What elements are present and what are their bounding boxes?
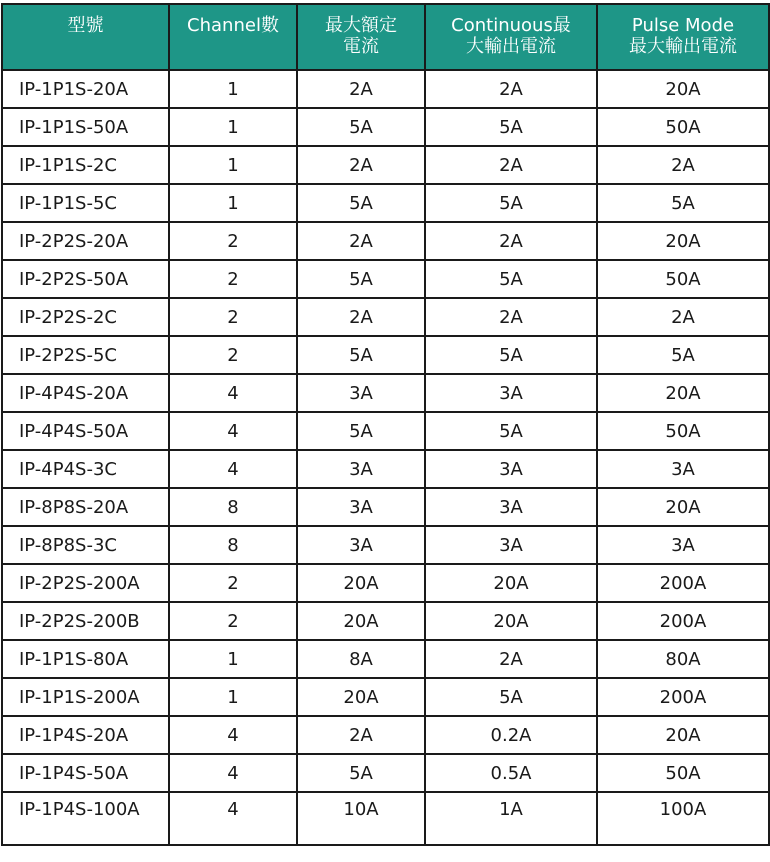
cell-pulse-output: 20A [597,70,769,108]
cell-model: IP-2P2S-5C [2,336,169,374]
cell-continuous-output: 5A [425,260,597,298]
cell-model: IP-2P2S-200A [2,564,169,602]
cell-channel-count: 1 [169,184,297,222]
cell-pulse-output: 20A [597,488,769,526]
cell-pulse-output: 50A [597,754,769,792]
header-pulse-output-line-2: 最大輸出電流 [629,36,737,57]
table-row [2,450,769,488]
header-channel-count [169,4,297,70]
header-channel-count-line: Channel數 [187,15,279,36]
table-row [2,108,769,146]
cell-channel-count: 1 [169,146,297,184]
cell-rated-current: 2A [297,222,425,260]
cell-pulse-output: 200A [597,564,769,602]
cell-rated-current: 3A [297,374,425,412]
cell-channel-count: 4 [169,754,297,792]
table-row [2,526,769,564]
table-row [2,146,769,184]
cell-rated-current: 2A [297,298,425,336]
cell-rated-current: 5A [297,754,425,792]
cell-model: IP-4P4S-3C [2,450,169,488]
cell-model: IP-1P4S-100A [2,792,169,845]
cell-model: IP-1P1S-20A [2,70,169,108]
header-rated-current-line-1: 最大額定 [325,15,397,36]
cell-continuous-output: 5A [425,412,597,450]
cell-channel-count: 1 [169,678,297,716]
cell-pulse-output: 2A [597,298,769,336]
cell-rated-current: 10A [297,792,425,845]
cell-pulse-output: 5A [597,336,769,374]
cell-pulse-output: 200A [597,602,769,640]
cell-model: IP-8P8S-3C [2,526,169,564]
table-row [2,184,769,222]
cell-pulse-output: 5A [597,184,769,222]
cell-channel-count: 1 [169,70,297,108]
cell-continuous-output: 3A [425,526,597,564]
header-continuous-output [425,4,597,70]
header-pulse-output-line-1: Pulse Mode [631,15,735,36]
table-row [2,678,769,716]
cell-continuous-output: 3A [425,374,597,412]
cell-rated-current: 5A [297,260,425,298]
cell-continuous-output: 5A [425,336,597,374]
header-rated-current-line-2: 電流 [343,36,379,57]
cell-channel-count: 4 [169,716,297,754]
header-continuous-output-line-1: Continuous最 [451,15,571,36]
cell-channel-count: 2 [169,260,297,298]
cell-model: IP-2P2S-200B [2,602,169,640]
header-continuous-output-line-2: 大輸出電流 [466,36,556,57]
cell-pulse-output: 20A [597,222,769,260]
cell-pulse-output: 50A [597,260,769,298]
table-row [2,298,769,336]
cell-pulse-output: 3A [597,450,769,488]
cell-pulse-output: 200A [597,678,769,716]
cell-rated-current: 8A [297,640,425,678]
cell-channel-count: 4 [169,374,297,412]
cell-channel-count: 2 [169,222,297,260]
table-row [2,640,769,678]
cell-channel-count: 4 [169,450,297,488]
table-row [2,716,769,754]
cell-model: IP-8P8S-20A [2,488,169,526]
header-model-line: 型號 [67,15,104,36]
cell-pulse-output: 100A [597,792,769,845]
cell-continuous-output: 2A [425,222,597,260]
cell-rated-current: 3A [297,450,425,488]
table-row [2,412,769,450]
cell-channel-count: 1 [169,108,297,146]
cell-rated-current: 20A [297,678,425,716]
header-row [2,4,769,70]
cell-rated-current: 5A [297,412,425,450]
cell-pulse-output: 2A [597,146,769,184]
cell-pulse-output: 50A [597,412,769,450]
cell-continuous-output: 0.2A [425,716,597,754]
cell-channel-count: 8 [169,526,297,564]
cell-rated-current: 2A [297,70,425,108]
cell-rated-current: 2A [297,716,425,754]
cell-continuous-output: 1A [425,792,597,845]
table-row [2,754,769,792]
header-model [2,4,169,70]
cell-channel-count: 4 [169,412,297,450]
cell-model: IP-1P1S-200A [2,678,169,716]
cell-rated-current: 5A [297,184,425,222]
cell-rated-current: 5A [297,336,425,374]
cell-rated-current: 20A [297,602,425,640]
cell-model: IP-1P1S-50A [2,108,169,146]
cell-model: IP-4P4S-50A [2,412,169,450]
cell-rated-current: 5A [297,108,425,146]
table-header [2,4,769,70]
cell-channel-count: 2 [169,298,297,336]
cell-pulse-output: 3A [597,526,769,564]
cell-continuous-output: 2A [425,146,597,184]
table-row [2,260,769,298]
table-row [2,602,769,640]
cell-model: IP-4P4S-20A [2,374,169,412]
cell-model: IP-2P2S-20A [2,222,169,260]
table-row [2,564,769,602]
cell-rated-current: 20A [297,564,425,602]
cell-continuous-output: 5A [425,184,597,222]
cell-pulse-output: 50A [597,108,769,146]
cell-channel-count: 2 [169,564,297,602]
cell-rated-current: 2A [297,146,425,184]
cell-model: IP-1P4S-20A [2,716,169,754]
cell-continuous-output: 2A [425,640,597,678]
table-row [2,336,769,374]
cell-model: IP-2P2S-2C [2,298,169,336]
cell-pulse-output: 20A [597,374,769,412]
table-body [2,70,769,845]
cell-continuous-output: 5A [425,108,597,146]
cell-continuous-output: 0.5A [425,754,597,792]
cell-model: IP-1P1S-2C [2,146,169,184]
cell-channel-count: 8 [169,488,297,526]
cell-continuous-output: 5A [425,678,597,716]
table-row [2,222,769,260]
cell-model: IP-1P1S-80A [2,640,169,678]
cell-channel-count: 4 [169,792,297,845]
table-row [2,70,769,108]
spec-table [1,3,770,846]
cell-channel-count: 2 [169,602,297,640]
cell-model: IP-1P4S-50A [2,754,169,792]
cell-continuous-output: 2A [425,70,597,108]
cell-model: IP-2P2S-50A [2,260,169,298]
header-pulse-output [597,4,769,70]
cell-rated-current: 3A [297,526,425,564]
table-row [2,374,769,412]
cell-model: IP-1P1S-5C [2,184,169,222]
cell-pulse-output: 20A [597,716,769,754]
cell-continuous-output: 3A [425,450,597,488]
cell-pulse-output: 80A [597,640,769,678]
header-rated-current [297,4,425,70]
cell-continuous-output: 3A [425,488,597,526]
cell-continuous-output: 20A [425,564,597,602]
cell-rated-current: 3A [297,488,425,526]
cell-channel-count: 1 [169,640,297,678]
cell-channel-count: 2 [169,336,297,374]
table-row [2,488,769,526]
table-row [2,792,769,845]
cell-continuous-output: 2A [425,298,597,336]
cell-continuous-output: 20A [425,602,597,640]
